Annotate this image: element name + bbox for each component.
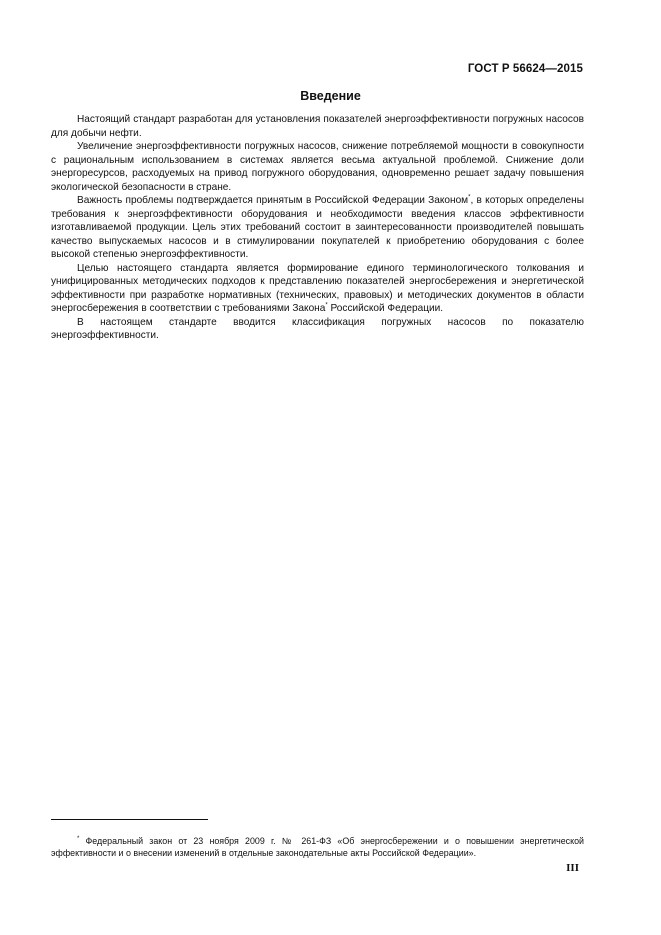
- paragraph-efficiency: Увеличение энергоэффективности погружных насосов, снижение потребляемой мощности в совокупности с рациональным использованием в системах является весьма актуальной проблемой. Снижение доли энергоресурсов, расходуемых на привод погружного оборудования, одновременно решает задачу повышения экологической безопасности в стране.: [51, 141, 584, 193]
- footnote-text: [51, 836, 584, 859]
- paragraph-text: Российской Федерации.: [327, 303, 444, 314]
- footnote-reference: *: [325, 302, 328, 309]
- footnote-reference: *: [468, 194, 471, 201]
- paragraph-goal: [51, 262, 584, 316]
- body-text: [51, 113, 584, 343]
- section-title: Введение: [300, 89, 361, 103]
- paragraph-text: Важность проблемы подтверждается принятым в Российской Федерации Законом: [77, 195, 469, 206]
- footnote-marker: *: [77, 836, 80, 843]
- page-number: III: [566, 862, 579, 874]
- footnote-body: Федеральный закон от 23 ноября 2009 г. № 261-ФЗ «Об энергосбережении и о повышении энергетической эффективности и о внесении изменений в отдельные законодательные акты Российской Федерации».: [51, 836, 584, 858]
- footnote: [51, 836, 584, 859]
- paragraph-text: Целью настоящего стандарта является формирование единого терминологического толкования и унифицированных методических подходов к представлению показателей энергосбережения и энергетической эффективности при разработке нормативных (технических, правовых) и методических документов в области энергосбережения в соответствии с требованиями Закона: [51, 262, 584, 314]
- footnote-divider: [51, 819, 208, 820]
- paragraph-purpose: Настоящий стандарт разработан для установления показателей энергоэффективности погружных насосов для добычи нефти.: [51, 114, 584, 139]
- paragraph-importance: [51, 194, 584, 262]
- paragraph-text: , в которых определены требования к энергоэффективности оборудования и необходимости введения классов эффективности изготавливаемой продукции. Цель этих требований состоит в заинтересованности производителей повышать качество выпускаемых насосов и в стимулировании покупателей к приобретению оборудования с более высокой степенью энергоэффективности.: [51, 195, 584, 260]
- paragraph-classification: В настоящем стандарте вводится классификация погружных насосов по показателю энергоэффективности.: [51, 316, 584, 341]
- standard-id: ГОСТ Р 56624—2015: [467, 63, 583, 75]
